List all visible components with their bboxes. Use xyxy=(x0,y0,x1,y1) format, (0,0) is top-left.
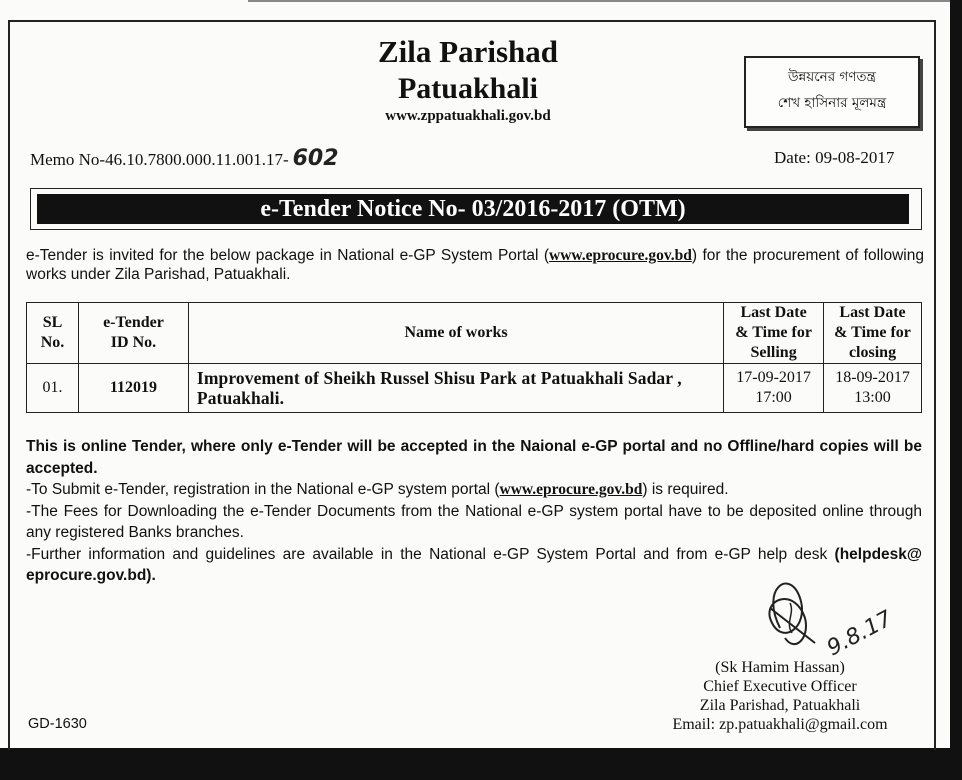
helpdesk-text: -Further information and guidelines are available in the National e-GP System Portal and from e-GP help desk xyxy=(26,545,828,563)
online-tender-note: This is online Tender, where only e-Tender will be accepted in the Naional e-GP portal and no Offline/hard copies will be accepted. xyxy=(26,438,922,477)
registration-text-2: ) is required. xyxy=(642,481,729,498)
footer-code: GD-1630 xyxy=(28,716,87,732)
table-header-row xyxy=(27,303,922,364)
signatory-name: (Sk Hamim Hassan) xyxy=(715,659,845,676)
cell-selling xyxy=(724,364,824,413)
signatory-email: Email: zp.patuakhali@gmail.com xyxy=(672,716,888,733)
notice-title-box xyxy=(30,188,922,230)
intro-text-1: e-Tender is invited for the below package in National e-GP System Portal ( xyxy=(26,247,550,264)
header-selling: Last Date & Time for Selling xyxy=(724,303,824,364)
notice-title: e-Tender Notice No- 03/2016-2017 (OTM) xyxy=(37,194,909,224)
registration-note xyxy=(26,479,922,501)
selling-date: 17-09-2017 xyxy=(736,369,811,386)
org-name-line2: Patuakhali xyxy=(397,72,539,105)
header-sl: SL No. xyxy=(27,303,79,364)
signature-block xyxy=(640,658,920,734)
intro-paragraph xyxy=(26,246,924,284)
memo-label: Memo No-46.10.7800.000.11.001.17- xyxy=(30,150,289,169)
slogan-line2: শেখ হাসিনার মূলমন্ত্র xyxy=(777,95,887,111)
slogan-line1: উন্নয়নের গণতন্ত্র xyxy=(788,69,876,85)
registration-text-1: -To Submit e-Tender, registration in the National e-GP system portal ( xyxy=(26,481,500,498)
cell-id: 112019 xyxy=(78,364,188,413)
closing-date: 18-09-2017 xyxy=(835,369,910,386)
signatory-office: Zila Parishad, Patuakhali xyxy=(699,697,861,714)
scan-top-edge xyxy=(248,0,950,2)
org-name-line1: Zila Parishad xyxy=(377,34,558,69)
signatory-designation: Chief Executive Officer xyxy=(703,678,857,695)
signature-date: 9.8.17 xyxy=(823,606,897,662)
header-name: Name of works xyxy=(188,303,723,364)
cell-work-name: Improvement of Sheikh Russel Shisu Park at Patuakhali Sadar , Patuakhali. xyxy=(188,364,723,413)
eprocure-link-2[interactable]: www.eprocure.gov.bd xyxy=(499,481,643,498)
memo-handwritten-number: 602 xyxy=(292,146,339,171)
tender-table xyxy=(26,302,922,413)
cell-sl: 01. xyxy=(27,364,79,413)
memo-number xyxy=(30,146,339,171)
table-row xyxy=(27,364,922,413)
cell-closing xyxy=(824,364,922,413)
memo-date: Date: 09-08-2017 xyxy=(774,148,895,167)
header-closing: Last Date & Time for closing xyxy=(824,303,922,364)
org-website: www.zppatuakhali.gov.bd xyxy=(385,108,551,124)
intro-text-2: ) for the procurement of following works under Zila Parishad, Patuakhali. xyxy=(26,247,924,283)
helpdesk-email: (helpdesk@ eprocure.gov.bd). xyxy=(26,545,923,584)
closing-time: 13:00 xyxy=(854,389,891,406)
slogan-box xyxy=(744,56,920,128)
eprocure-link[interactable]: www.eprocure.gov.bd xyxy=(549,247,692,264)
selling-time: 17:00 xyxy=(755,389,792,406)
fees-note: -The Fees for Downloading the e-Tender Documents from the National e-GP system portal have to be deposited online through any registered Banks branches. xyxy=(26,502,922,541)
header-id: e-Tender ID No. xyxy=(78,303,188,364)
notes-section xyxy=(26,436,922,587)
